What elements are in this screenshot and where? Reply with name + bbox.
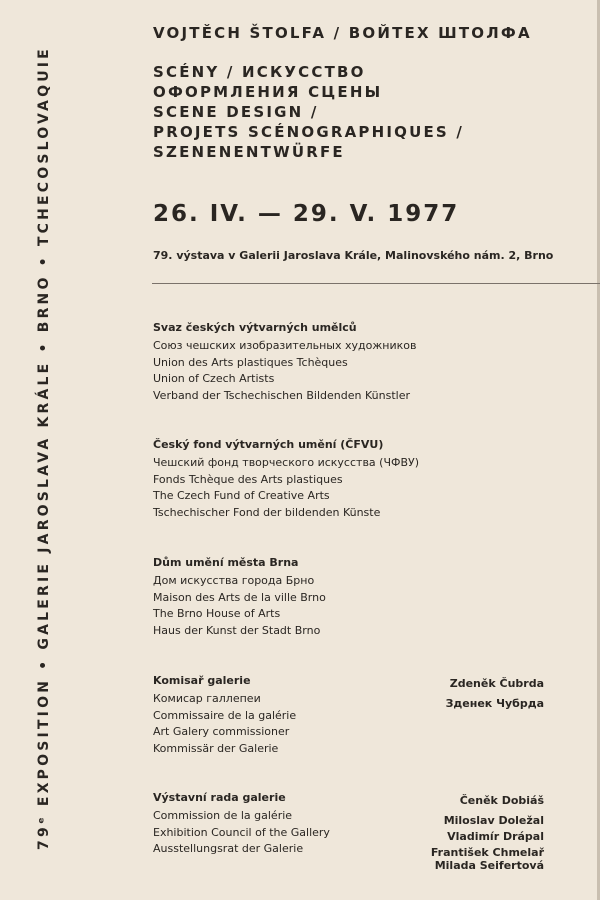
section-line: Kommissär der Galerie bbox=[153, 741, 279, 755]
section-line: The Brno House of Arts bbox=[153, 607, 281, 620]
venue-line: 79. výstava v Galerii Jaroslava Krále, Malinovského nám. 2, Brno bbox=[153, 249, 554, 262]
section-line: Union des Arts plastiques Tchèques bbox=[153, 355, 348, 369]
subtitle-line: ОФОРМЛЕНИЯ СЦЕНЫ bbox=[153, 83, 383, 101]
section-line: Art Galery commissioner bbox=[153, 725, 290, 738]
section-vystavni-rada bbox=[153, 791, 453, 858]
section-line: Tschechischer Fond der bildenden Künste bbox=[153, 505, 381, 519]
section-line: Maison des Arts de la ville Brno bbox=[153, 590, 326, 604]
section-svaz bbox=[153, 321, 453, 404]
header bbox=[153, 24, 573, 162]
section-komisar bbox=[153, 674, 453, 757]
subtitle-line: SCENE DESIGN / bbox=[153, 103, 319, 121]
section-line: Haus der Kunst der Stadt Brno bbox=[153, 623, 321, 637]
section-line: Ausstellungsrat der Galerie bbox=[153, 842, 304, 855]
council-names bbox=[431, 793, 544, 872]
section-line: The Czech Fund of Creative Arts bbox=[153, 489, 330, 502]
section-dum-umeni bbox=[153, 556, 453, 639]
section-line: Commission de la galérie bbox=[153, 809, 293, 822]
artist-name: VOJTĚCH ŠTOLFA / ВОЙТЕХ ШТОЛФА bbox=[153, 24, 532, 42]
section-line: Чешский фонд творческого искусства (ЧФВУ) bbox=[153, 456, 420, 469]
section-heading: Svaz českých výtvarných umělců bbox=[153, 321, 357, 334]
person-name: Zdeněk Čubrda bbox=[449, 677, 544, 690]
section-line: Commissaire de la galérie bbox=[153, 708, 297, 722]
person-name: Čeněk Dobiáš bbox=[459, 794, 544, 807]
section-heading: Výstavní rada galerie bbox=[153, 791, 286, 804]
divider bbox=[152, 283, 600, 284]
section-line: Union of Czech Artists bbox=[153, 372, 275, 385]
person-name: Зденек Чубрда bbox=[445, 696, 544, 710]
vertical-exhibition-title: 79ᵉ EXPOSITION • GALERIE JAROSLAVA KRÁLE • BRNO • TCHECOSLOVAQUIE bbox=[36, 46, 52, 850]
subtitle-line: PROJETS SCÉNOGRAPHIQUES / bbox=[153, 123, 465, 141]
section-line: Exhibition Council of the Gallery bbox=[153, 825, 330, 839]
section-line: Комисар галлепеи bbox=[153, 692, 261, 705]
section-line: Дом искусства города Брно bbox=[153, 574, 315, 587]
subtitle-line: SZENENENTWÜRFE bbox=[153, 143, 345, 161]
person-name: Vladimír Drápal bbox=[447, 830, 544, 843]
person-name: Milada Seifertová bbox=[434, 858, 544, 872]
commissioner-names bbox=[446, 676, 544, 712]
section-heading: Komisař galerie bbox=[153, 674, 251, 687]
person-name: Miloslav Doležal bbox=[443, 813, 544, 827]
subtitle-line: SCÉNY / ИСКУССТВО bbox=[153, 63, 366, 81]
section-heading: Český fond výtvarných umění (ČFVU) bbox=[153, 438, 384, 451]
section-line: Союз чешских изобразительных художников bbox=[153, 339, 417, 352]
exhibition-dates: 26. IV. — 29. V. 1977 bbox=[153, 201, 460, 227]
section-fond bbox=[153, 438, 453, 521]
section-heading: Dům umění města Brna bbox=[153, 556, 299, 569]
section-line: Verband der Tschechischen Bildenden Künstler bbox=[153, 388, 410, 402]
person-name: František Chmelař bbox=[430, 845, 544, 859]
section-line: Fonds Tchèque des Arts plastiques bbox=[153, 472, 343, 486]
